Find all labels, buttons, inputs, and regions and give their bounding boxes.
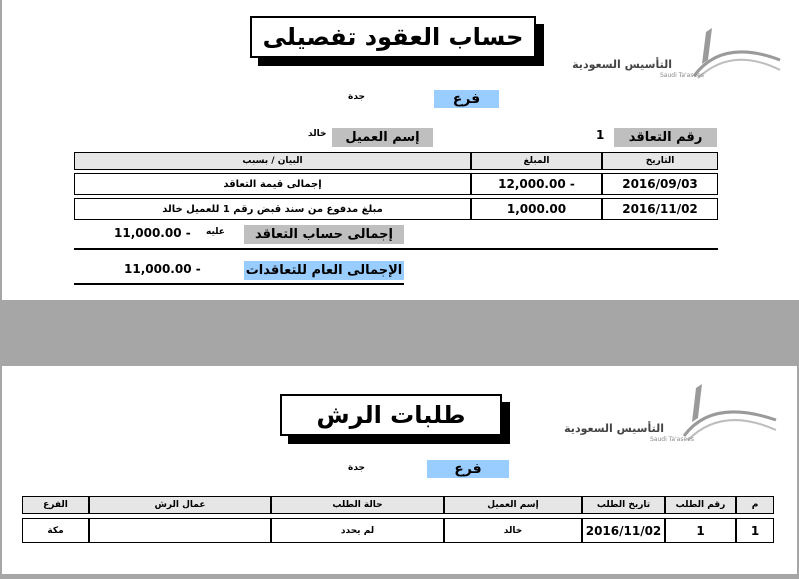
header-order-no: رقم الطلب	[665, 496, 736, 514]
row1-amount: - 12,000.00	[471, 173, 602, 195]
contract-total-suffix: عليه	[206, 227, 225, 237]
grand-total-value: 11,000.00 -	[124, 262, 201, 276]
company-logo	[564, 378, 778, 443]
contract-total-label: إجمالى حساب التعاقد	[244, 225, 404, 244]
report-title: طلبات الرش	[280, 394, 502, 436]
spray-orders-page	[2, 366, 797, 574]
logo-text: التأسيس السعودية	[564, 422, 664, 435]
logo-subtext: Saudi Ta'asees	[660, 72, 704, 79]
contract-number-label: رقم التعاقد	[614, 128, 717, 147]
header-status: حالة الطلب	[271, 496, 444, 514]
row1-order-date: 2016/11/02	[582, 518, 665, 543]
header-order-date: تاريخ الطلب	[582, 496, 665, 514]
row1-workers	[89, 518, 271, 543]
header-customer: إسم العميل	[444, 496, 582, 514]
customer-name-label: إسم العميل	[332, 128, 433, 147]
row1-statement: إجمالى قيمة التعاقد	[74, 173, 471, 195]
row1-status: لم يحدد	[271, 518, 444, 543]
header-date: التاريخ	[602, 152, 718, 170]
contract-total-value: 11,000.00 -	[114, 226, 191, 240]
header-amount: المبلغ	[471, 152, 602, 170]
row1-date: 2016/09/03	[602, 173, 718, 195]
branch-label: فرع	[434, 90, 499, 108]
row2-amount: 1,000.00	[471, 198, 602, 220]
header-workers: عمال الرش	[89, 496, 271, 514]
row1-m: 1	[736, 518, 774, 543]
customer-name-value: خالد	[308, 129, 327, 139]
branch-value: جدة	[348, 463, 365, 473]
contract-transactions-table	[74, 152, 718, 222]
logo-swoosh-icon	[602, 20, 782, 80]
spray-orders-table	[22, 496, 774, 546]
logo-subtext: Saudi Ta'asees	[650, 436, 694, 443]
logo-text: التأسيس السعودية	[572, 58, 672, 71]
row1-order-no: 1	[665, 518, 736, 543]
separator-line	[74, 248, 718, 250]
branch-label: فرع	[427, 460, 509, 478]
company-logo	[572, 20, 782, 80]
row2-statement: مبلغ مدفوع من سند قبض رقم 1 للعميل خالد	[74, 198, 471, 220]
contract-number-value: 1	[596, 128, 605, 142]
row1-branch: مكة	[22, 518, 89, 543]
header-m: م	[736, 496, 774, 514]
branch-value: جدة	[348, 92, 365, 102]
header-branch: الفرع	[22, 496, 89, 514]
row2-date: 2016/11/02	[602, 198, 718, 220]
header-statement: البيان / بسبب	[74, 152, 471, 170]
contracts-report-page	[2, 0, 799, 300]
report-title: حساب العقود تفصيلى	[250, 16, 536, 58]
row1-customer: خالد	[444, 518, 582, 543]
grand-total-label: الإجمالى العام للتعاقدات	[245, 263, 403, 278]
grand-total-underline	[74, 283, 404, 285]
